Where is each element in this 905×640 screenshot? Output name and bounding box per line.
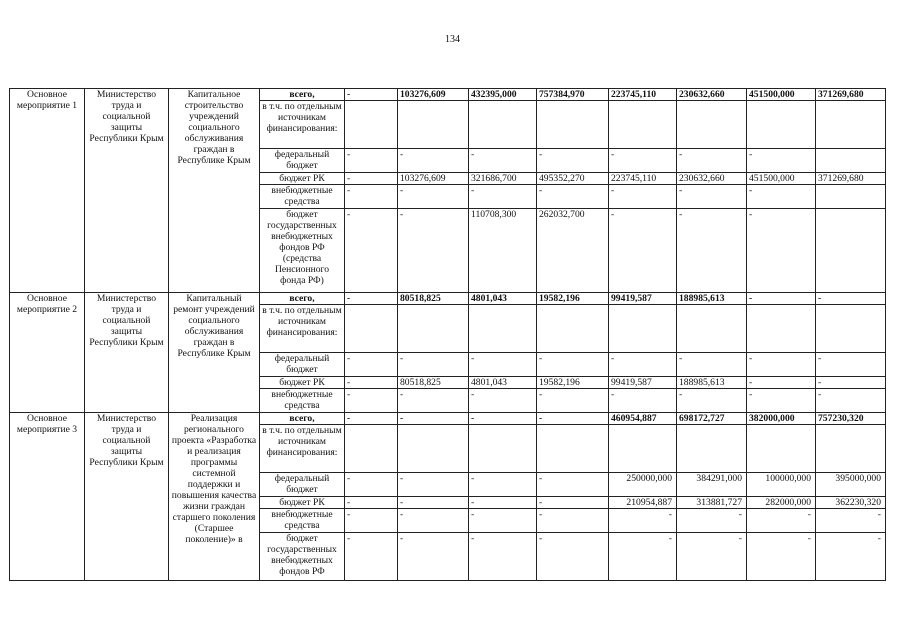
- amount-cell: -: [537, 509, 609, 533]
- amount-cell: 495352,270: [537, 173, 609, 185]
- amount-cell: [747, 305, 816, 353]
- amount-cell: -: [345, 185, 398, 209]
- amount-cell: -: [398, 509, 469, 533]
- amount-cell: 698172,727: [677, 413, 747, 425]
- amount-cell: 395000,000: [816, 473, 886, 497]
- amount-cell: [469, 101, 537, 149]
- amount-cell: [609, 305, 677, 353]
- amount-cell: 103276,609: [398, 173, 469, 185]
- funding-source: в т.ч. по отдельным источникам финансирования:: [260, 425, 345, 473]
- amount-cell: -: [345, 377, 398, 389]
- amount-cell: -: [345, 389, 398, 413]
- amount-cell: -: [537, 353, 609, 377]
- amount-cell: -: [609, 533, 677, 581]
- amount-cell: [537, 305, 609, 353]
- amount-cell: -: [747, 209, 816, 293]
- amount-cell: -: [747, 389, 816, 413]
- amount-cell: 4801,043: [469, 377, 537, 389]
- amount-cell: -: [469, 413, 537, 425]
- amount-cell: [677, 425, 747, 473]
- amount-cell: 110708,300: [469, 209, 537, 293]
- amount-cell: [816, 101, 886, 149]
- amount-cell: [398, 425, 469, 473]
- amount-cell: 80518,825: [398, 377, 469, 389]
- amount-cell: -: [747, 533, 816, 581]
- amount-cell: [677, 305, 747, 353]
- amount-cell: -: [345, 173, 398, 185]
- amount-cell: [469, 305, 537, 353]
- amount-cell: 188985,613: [677, 293, 747, 305]
- amount-cell: 19582,196: [537, 293, 609, 305]
- amount-cell: -: [398, 533, 469, 581]
- amount-cell: -: [747, 509, 816, 533]
- amount-cell: [398, 101, 469, 149]
- amount-cell: 100000,000: [747, 473, 816, 497]
- amount-cell: -: [677, 509, 747, 533]
- amount-cell: -: [398, 209, 469, 293]
- amount-cell: 384291,000: [677, 473, 747, 497]
- funding-source: всего,: [260, 89, 345, 101]
- amount-cell: -: [816, 509, 886, 533]
- amount-cell: -: [398, 185, 469, 209]
- amount-cell: -: [677, 209, 747, 293]
- amount-cell: 230632,660: [677, 173, 747, 185]
- funding-source: внебюджетные средства: [260, 185, 345, 209]
- amount-cell: 99419,587: [609, 377, 677, 389]
- amount-cell: -: [747, 293, 816, 305]
- funding-source: федеральный бюджет: [260, 149, 345, 173]
- amount-cell: -: [469, 185, 537, 209]
- amount-cell: 382000,000: [747, 413, 816, 425]
- amount-cell: 250000,000: [609, 473, 677, 497]
- amount-cell: -: [816, 533, 886, 581]
- funding-source: всего,: [260, 413, 345, 425]
- amount-cell: -: [609, 389, 677, 413]
- amount-cell: [816, 425, 886, 473]
- activity-executor: Министерство труда и социальной защиты Республики Крым: [85, 413, 169, 581]
- funding-source: в т.ч. по отдельным источникам финансирования:: [260, 101, 345, 149]
- activity-name: Основное мероприятие 3: [10, 413, 85, 581]
- amount-cell: -: [345, 533, 398, 581]
- amount-cell: 19582,196: [537, 377, 609, 389]
- amount-cell: 188985,613: [677, 377, 747, 389]
- amount-cell: -: [469, 533, 537, 581]
- amount-cell: [747, 425, 816, 473]
- amount-cell: -: [537, 473, 609, 497]
- amount-cell: [747, 101, 816, 149]
- amount-cell: -: [537, 413, 609, 425]
- amount-cell: -: [469, 473, 537, 497]
- amount-cell: 757384,970: [537, 89, 609, 101]
- amount-cell: [345, 305, 398, 353]
- amount-cell: -: [398, 413, 469, 425]
- funding-source: в т.ч. по отдельным источникам финансирования:: [260, 305, 345, 353]
- amount-cell: -: [398, 497, 469, 509]
- amount-cell: [816, 305, 886, 353]
- amount-cell: -: [609, 209, 677, 293]
- amount-cell: -: [677, 149, 747, 173]
- amount-cell: 223745,110: [609, 89, 677, 101]
- funding-source: бюджет РК: [260, 377, 345, 389]
- amount-cell: -: [677, 389, 747, 413]
- amount-cell: -: [609, 509, 677, 533]
- amount-cell: -: [398, 389, 469, 413]
- activity-name: Основное мероприятие 1: [10, 89, 85, 293]
- amount-cell: -: [469, 389, 537, 413]
- amount-cell: -: [816, 293, 886, 305]
- amount-cell: [609, 425, 677, 473]
- amount-cell: 321686,700: [469, 173, 537, 185]
- amount-cell: -: [747, 353, 816, 377]
- amount-cell: 210954,887: [609, 497, 677, 509]
- funding-source: федеральный бюджет: [260, 473, 345, 497]
- amount-cell: -: [747, 149, 816, 173]
- table-row: [10, 413, 886, 425]
- amount-cell: -: [747, 377, 816, 389]
- amount-cell: [677, 101, 747, 149]
- amount-cell: [537, 425, 609, 473]
- amount-cell: [816, 149, 886, 173]
- amount-cell: 80518,825: [398, 293, 469, 305]
- amount-cell: -: [469, 149, 537, 173]
- amount-cell: -: [537, 497, 609, 509]
- activity-description: Капитальное строительство учреждений социального обслуживания граждан в Республике Крым: [169, 89, 260, 293]
- amount-cell: -: [537, 149, 609, 173]
- activity-description: Реализация регионального проекта «Разработка и реализация программы системной поддержки и повышения качества жизни граждан старшего поколения (Старшее поколение)» в: [169, 413, 260, 581]
- amount-cell: [816, 209, 886, 293]
- amount-cell: 451500,000: [747, 173, 816, 185]
- funding-source: федеральный бюджет: [260, 353, 345, 377]
- amount-cell: -: [747, 185, 816, 209]
- table-row: [10, 89, 886, 101]
- amount-cell: -: [345, 209, 398, 293]
- amount-cell: 362230,320: [816, 497, 886, 509]
- amount-cell: 757230,320: [816, 413, 886, 425]
- activity-executor: Министерство труда и социальной защиты Республики Крым: [85, 293, 169, 413]
- amount-cell: -: [398, 353, 469, 377]
- amount-cell: -: [398, 149, 469, 173]
- amount-cell: 371269,680: [816, 89, 886, 101]
- amount-cell: 451500,000: [747, 89, 816, 101]
- page-number: 134: [445, 34, 460, 45]
- amount-cell: [816, 185, 886, 209]
- amount-cell: 99419,587: [609, 293, 677, 305]
- amount-cell: -: [677, 185, 747, 209]
- amount-cell: -: [537, 533, 609, 581]
- amount-cell: -: [609, 353, 677, 377]
- funding-source: бюджет государственных внебюджетных фондов РФ: [260, 533, 345, 581]
- amount-cell: 432395,000: [469, 89, 537, 101]
- amount-cell: -: [816, 389, 886, 413]
- amount-cell: -: [398, 473, 469, 497]
- amount-cell: 313881,727: [677, 497, 747, 509]
- activity-executor: Министерство труда и социальной защиты Республики Крым: [85, 89, 169, 293]
- activity-name: Основное мероприятие 2: [10, 293, 85, 413]
- amount-cell: -: [609, 149, 677, 173]
- amount-cell: -: [345, 89, 398, 101]
- amount-cell: -: [345, 497, 398, 509]
- amount-cell: [537, 101, 609, 149]
- amount-cell: -: [345, 473, 398, 497]
- amount-cell: 262032,700: [537, 209, 609, 293]
- funding-source: внебюджетные средства: [260, 389, 345, 413]
- amount-cell: -: [469, 497, 537, 509]
- amount-cell: -: [816, 377, 886, 389]
- amount-cell: -: [677, 353, 747, 377]
- amount-cell: -: [816, 353, 886, 377]
- amount-cell: -: [345, 149, 398, 173]
- amount-cell: 103276,609: [398, 89, 469, 101]
- funding-source: бюджет государственных внебюджетных фондов РФ (средства Пенсионного фонда РФ): [260, 209, 345, 293]
- amount-cell: 460954,887: [609, 413, 677, 425]
- amount-cell: -: [345, 509, 398, 533]
- amount-cell: [609, 101, 677, 149]
- funding-source: всего,: [260, 293, 345, 305]
- amount-cell: [398, 305, 469, 353]
- amount-cell: [345, 425, 398, 473]
- amount-cell: -: [609, 185, 677, 209]
- amount-cell: -: [345, 353, 398, 377]
- amount-cell: 230632,660: [677, 89, 747, 101]
- amount-cell: -: [677, 533, 747, 581]
- amount-cell: -: [537, 185, 609, 209]
- amount-cell: 371269,680: [816, 173, 886, 185]
- amount-cell: [345, 101, 398, 149]
- amount-cell: 4801,043: [469, 293, 537, 305]
- amount-cell: 282000,000: [747, 497, 816, 509]
- amount-cell: 223745,110: [609, 173, 677, 185]
- funding-source: внебюджетные средства: [260, 509, 345, 533]
- funding-table: [9, 88, 886, 581]
- amount-cell: -: [345, 413, 398, 425]
- amount-cell: -: [469, 509, 537, 533]
- funding-source: бюджет РК: [260, 497, 345, 509]
- amount-cell: -: [469, 353, 537, 377]
- activity-description: Капитальный ремонт учреждений социального обслуживания граждан в Республике Крым: [169, 293, 260, 413]
- amount-cell: -: [537, 389, 609, 413]
- funding-source: бюджет РК: [260, 173, 345, 185]
- table-row: [10, 293, 886, 305]
- amount-cell: [469, 425, 537, 473]
- amount-cell: -: [345, 293, 398, 305]
